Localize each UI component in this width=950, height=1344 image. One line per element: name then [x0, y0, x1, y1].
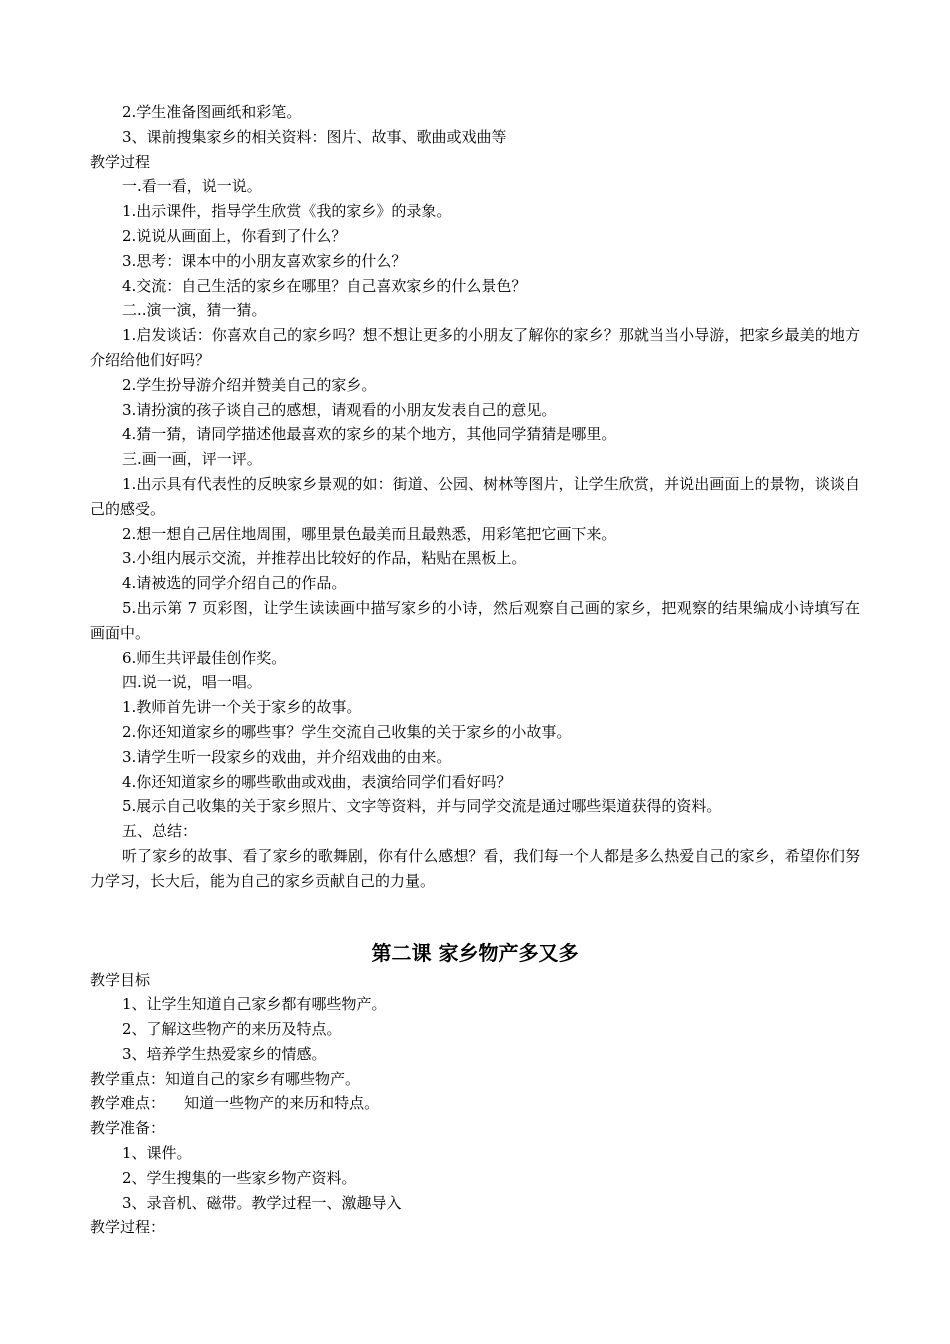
step-heading-4: 四.说一说，唱一唱。: [122, 673, 262, 692]
step-item: 6.师生共评最佳创作奖。: [122, 648, 287, 667]
step-item: 5.出示第 7 页彩图，让学生读读画中描写家乡的小诗，然后观察自己画的家乡，把观察的结果编成小诗填写在画面中。: [90, 598, 860, 642]
step-heading-2: 二..演一演，猜一猜。: [122, 301, 267, 320]
lesson1-section: [90, 100, 860, 894]
section-label-goals: 教学目标: [90, 970, 151, 989]
summary-paragraph: 听了家乡的故事、看了家乡的歌舞剧，你有什么感想？看，我们每一个人都是多么热爱自己的家乡，希望你们努力学习，长大后，能为自己的家乡贡献自己的力量。: [90, 846, 860, 890]
step-item: 1.教师首先讲一个关于家乡的故事。: [122, 698, 362, 717]
step-item: 1.出示课件，指导学生欣赏《我的家乡》的录象。: [122, 202, 452, 221]
step-item: 1.启发谈话：你喜欢自己的家乡吗？想不想让更多的小朋友了解你的家乡？那就当当小导游，把家乡最美的地方介绍给他们好吗？: [90, 326, 860, 369]
step-item: 2.说说从画面上，你看到了什么？: [122, 226, 347, 245]
lesson2-section: [90, 968, 860, 1241]
step-heading-3: 三.画一画，评一评。: [122, 450, 262, 469]
step-item: 3.思考：课本中的小朋友喜欢家乡的什么？: [122, 251, 407, 270]
step-item: 4.猜一猜，请同学描述他最喜欢的家乡的某个地方，其他同学猜猜是哪里。: [122, 425, 617, 444]
step-item: 5.展示自己收集的关于家乡照片、文字等资料，并与同学交流是通过哪些渠道获得的资料。: [122, 797, 722, 816]
difficulty-point: 教学难点： 知道一些物产的来历和特点。: [90, 1094, 380, 1113]
prep-item: 3、录音机、磁带。教学过程一、激趣导入: [122, 1193, 402, 1212]
lesson2-title: 第二课 家乡物产多又多: [371, 940, 579, 965]
step-item: 4.请被选的同学介绍自己的作品。: [122, 574, 347, 593]
key-point: 教学重点：知道自己的家乡有哪些物产。: [90, 1069, 361, 1088]
step-item: 2.想一想自己居住地周围，哪里景色最美而且最熟悉，用彩笔把它画下来。: [122, 524, 617, 543]
prep-item-2: 2.学生准备图画纸和彩笔。: [122, 103, 302, 121]
goal-item: 1、让学生知道自己家乡都有哪些物产。: [122, 995, 387, 1014]
step-item: 4.交流：自己生活的家乡在哪里？自己喜欢家乡的什么景色？: [122, 276, 527, 295]
step-item: 3.小组内展示交流，并推荐出比较好的作品，粘贴在黑板上。: [122, 549, 527, 568]
prep-item: 2、学生搜集的一些家乡物产资料。: [122, 1168, 357, 1187]
step-item: 4.你还知道家乡的哪些歌曲或戏曲，表演给同学们看好吗？: [122, 772, 512, 791]
step-item: 1.出示具有代表性的反映家乡景观的如：街道、公园、树林等图片，让学生欣赏，并说出画面上的景物，谈谈自己的感受。: [90, 474, 860, 518]
step-item: 3.请扮演的孩子谈自己的感想，请观看的小朋友发表自己的意见。: [122, 400, 557, 419]
goal-item: 3、培养学生热爱家乡的情感。: [122, 1044, 327, 1063]
step-heading-1: 一.看一看，说一说。: [122, 177, 262, 196]
goal-item: 2、了解这些物产的来历及特点。: [122, 1020, 342, 1039]
section-label-process: 教学过程：: [90, 1218, 166, 1237]
prep-item-3: 3、课前搜集家乡的相关资料：图片、故事、歌曲或戏曲等: [122, 127, 507, 146]
section-label-process: 教学过程: [90, 152, 151, 171]
step-item: 3.请学生听一段家乡的戏曲，并介绍戏曲的由来。: [122, 747, 452, 766]
prep-item: 1、课件。: [122, 1144, 192, 1163]
step-item: 2.学生扮导游介绍并赞美自己的家乡。: [122, 375, 377, 394]
section-label-preparation: 教学准备：: [90, 1119, 166, 1138]
step-heading-5: 五、总结：: [122, 822, 198, 841]
document-page: [90, 100, 860, 1240]
step-item: 2.你还知道家乡的哪些事？学生交流自己收集的关于家乡的小故事。: [122, 722, 572, 741]
